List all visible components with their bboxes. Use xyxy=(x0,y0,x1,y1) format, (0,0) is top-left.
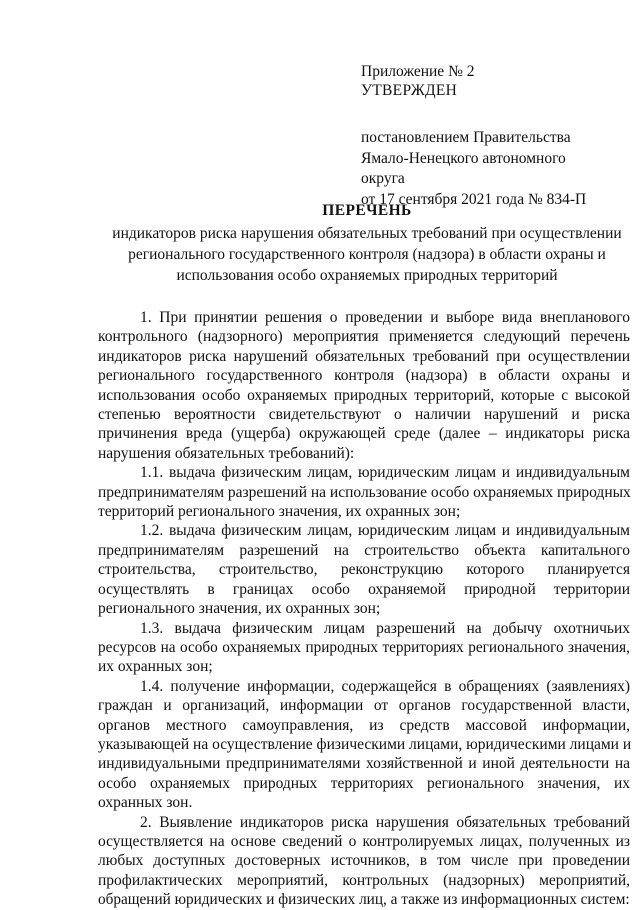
paragraph-line: обращений юридических и физических лиц, а также из информационных систем: xyxy=(98,891,630,909)
paragraph-line: профилактических мероприятий, контрольных (надзорных) мероприятий, xyxy=(98,871,630,889)
paragraph-line: предпринимателям разрешений на использование особо охраняемых природных xyxy=(98,483,631,501)
appendix-label: Приложение № 2 xyxy=(361,63,475,80)
decree-line: от 17 сентября 2021 года № 834-П xyxy=(361,190,587,208)
paragraph-line: охранных зон. xyxy=(98,794,193,812)
subtitle-line: регионального государственного контроля (надзора) в области охраны и xyxy=(128,246,606,263)
paragraph xyxy=(98,677,630,813)
paragraph-line: 1.4. получение информации, содержащейся в обращениях (заявлениях) xyxy=(140,677,630,695)
paragraph-line: регионального значения, их охранных зон; xyxy=(98,600,381,618)
decree-line: постановлением Правительства xyxy=(361,129,571,146)
paragraph-line: указывающей на осуществление физическими лицами, юридическими лицами и xyxy=(98,735,632,753)
paragraph xyxy=(98,308,630,463)
paragraph-line: индикаторов риска нарушений обязательных требований при осуществлении xyxy=(98,347,630,365)
paragraph-line: предпринимателям разрешений на строительство объекта капитального xyxy=(98,541,630,559)
approved-stamp-text: УТВЕРЖДЕН xyxy=(361,82,458,99)
paragraph-line: использования особо охраняемых природных территорий, которые с высокой xyxy=(98,386,630,404)
paragraph-line: органов местного самоуправления, из средств массовой информации, xyxy=(98,716,630,734)
paragraph-line: граждан и организаций, информации от органов государственной власти, xyxy=(98,697,630,715)
document-title-block xyxy=(104,200,630,286)
decree-line: Ямало-Ненецкого автономного округа xyxy=(361,149,566,187)
paragraph-line: осуществлять в границах особо охраняемой природной территории xyxy=(98,580,630,598)
paragraph xyxy=(98,463,630,521)
paragraph-line: 2. Выявление индикаторов риска нарушения обязательных требований xyxy=(140,813,630,831)
paragraph-line: строительства, строительство, реконструкцию которого планируется xyxy=(98,561,630,579)
paragraph xyxy=(98,813,630,910)
paragraph-line: степенью вероятности свидетельствуют о наличии нарушений и риска xyxy=(98,406,630,424)
paragraph-line: особо охраняемых природных территориях регионального значения, их xyxy=(98,774,630,792)
approval-block xyxy=(361,62,611,210)
paragraph-line: 1.1. выдача физическим лицам, юридическим лицам и индивидуальным xyxy=(140,464,630,482)
paragraph-line: осуществляется на основе сведений о контролируемых лицах, полученных из xyxy=(98,832,630,850)
paragraph-line: нарушения обязательных требований): xyxy=(98,444,355,462)
paragraph-line: 1. При принятии решения о проведении и выборе вида внепланового xyxy=(140,309,630,326)
paragraph-line: индивидуальными предпринимателями хозяйственной и иной деятельности на xyxy=(98,755,630,773)
subtitle-line: индикаторов риска нарушения обязательных требований при осуществлении xyxy=(112,225,622,242)
paragraph-line: 1.3. выдача физическим лицам разрешений на добычу охотничьих xyxy=(140,619,630,637)
paragraph-line: ресурсов на особо охраняемых природных территориях регионального значения, xyxy=(98,638,630,656)
paragraph-line: причинения вреда (ущерба) окружающей среде (далее – индикаторы риска xyxy=(98,425,630,443)
document-title: ПЕРЕЧЕНЬ xyxy=(322,202,412,219)
paragraph-line: регионального государственного контроля (надзора) в области охраны и xyxy=(98,367,630,385)
document-body xyxy=(98,308,630,910)
paragraph-line: контрольного (надзорного) мероприятия применяется следующий перечень xyxy=(98,328,630,346)
paragraph-line: 1.2. выдача физическим лицам, юридическим лицам и индивидуальным xyxy=(140,522,630,540)
paragraph-line: любых доступных достоверных источников, в том числе при проведении xyxy=(98,852,630,870)
paragraph xyxy=(98,521,630,618)
paragraph xyxy=(98,619,630,677)
document-subtitle xyxy=(104,223,630,286)
paragraph-line: территорий регионального значения, их охранных зон; xyxy=(98,503,461,521)
decree-reference xyxy=(361,128,611,210)
subtitle-line: использования особо охраняемых природных территорий xyxy=(176,267,558,284)
paragraph-line: их охранных зон; xyxy=(98,658,213,676)
